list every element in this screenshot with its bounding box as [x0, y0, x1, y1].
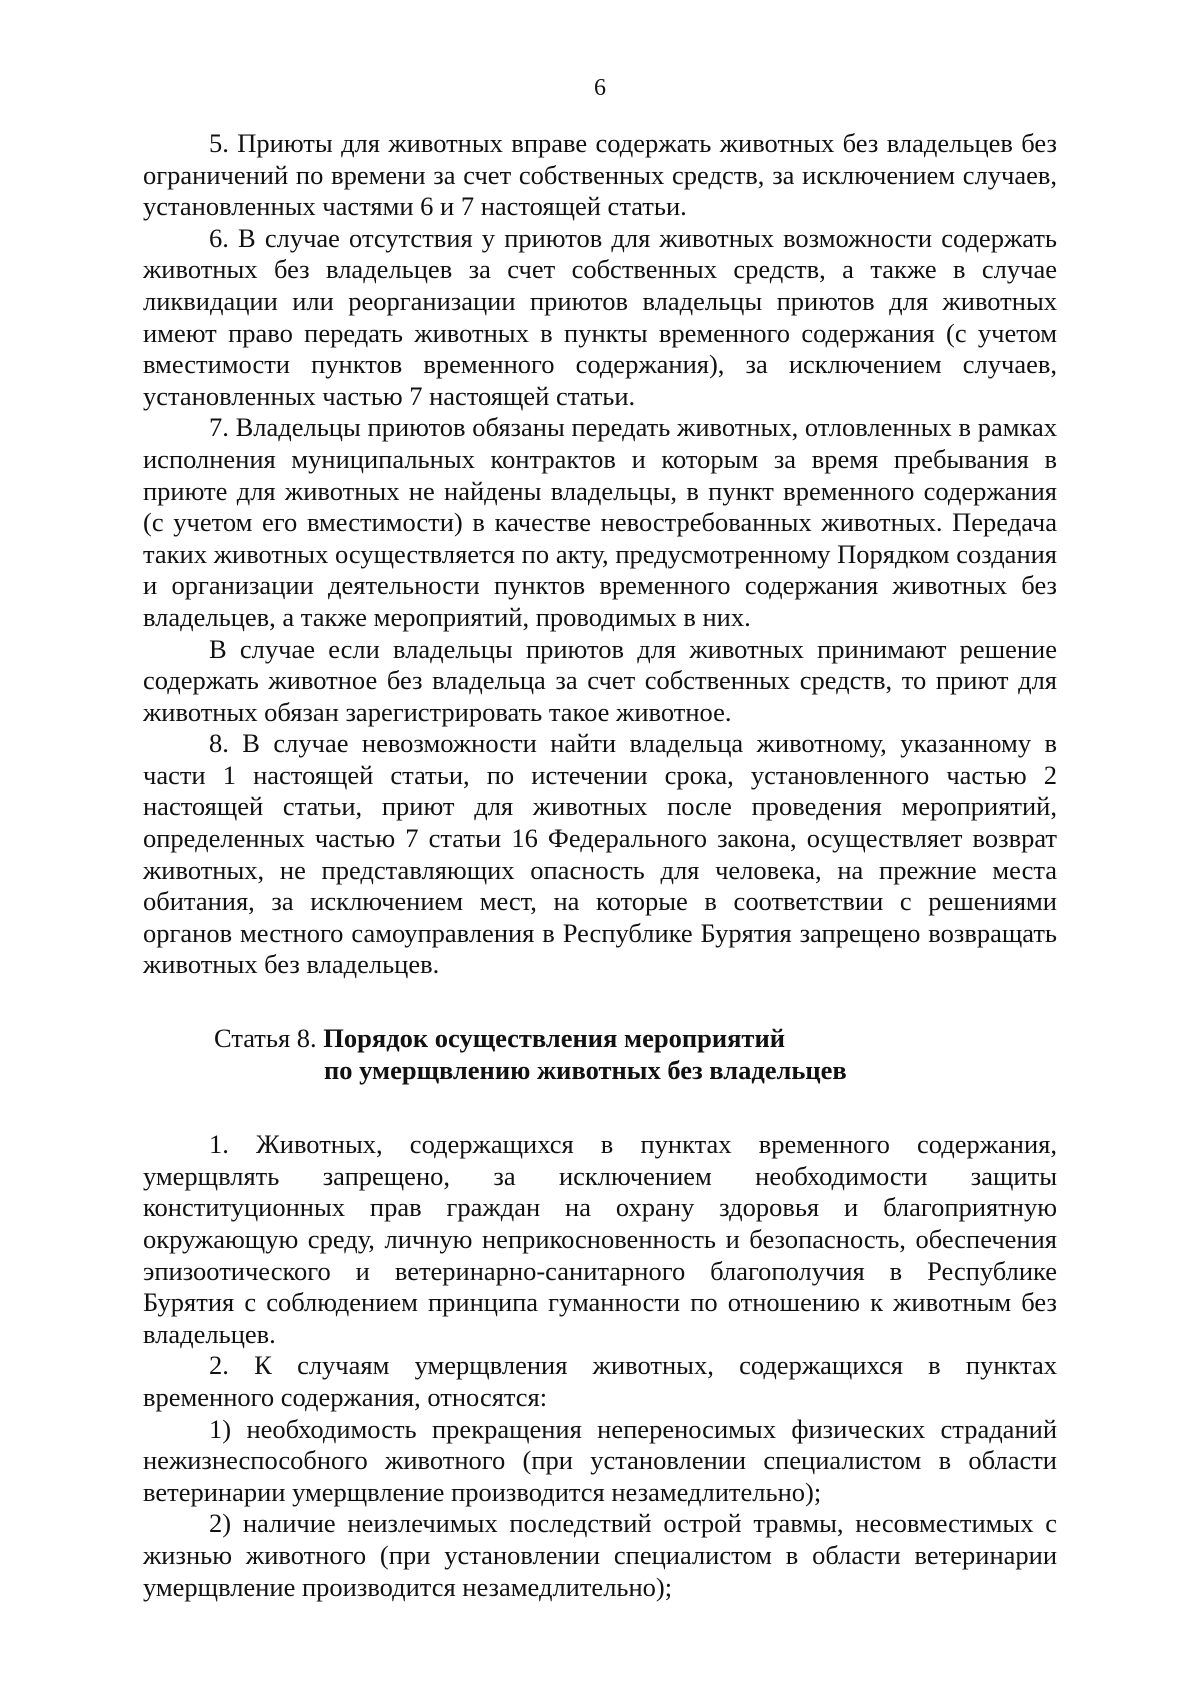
- article-8-subitem-2: 2) наличие неизлечимых последствий острой травмы, несовместимых с жизнью животного (при установлении специалистом в области ветеринарии умерщвление производится незамедлительно);: [143, 1508, 1057, 1602]
- paragraph-item-5: 5. Приюты для животных вправе содержать животных без владельцев без ограничений по времени за счет собственных средств, за исключением случаев, установленных частями 6 и 7 настоящей статьи.: [143, 128, 1057, 222]
- paragraph-item-7-continued: В случае если владельцы приютов для животных принимают решение содержать животное без владельца за счет собственных средств, то приют для животных обязан зарегистрировать такое животное.: [143, 633, 1057, 727]
- article-number: Статья 8.: [214, 1023, 324, 1054]
- paragraph-item-6: 6. В случае отсутствия у приютов для животных возможности содержать животных без владельцев за счет собственных средств, а также в случае ликвидации или реорганизации приютов владельцы приютов для животных имеют право передать животных в пункты временного содержания (с учетом вместимости пунктов временного содержания), за исключением случаев, установленных частью 7 настоящей статьи.: [143, 222, 1057, 411]
- article-8-paragraph-1: 1. Животных, содержащихся в пунктах временного содержания, умерщвлять запрещено, за исключением необходимости защиты конституционных прав граждан на охрану здоровья и благоприятную окружающую среду, личную неприкосновенность и безопасность, обеспечения эпизоотического и ветеринарно-санитарного благополучия в Республике Бурятия с соблюдением принципа гуманности по отношению к животным без владельцев.: [143, 1129, 1057, 1349]
- paragraph-item-7: 7. Владельцы приютов обязаны передать животных, отловленных в рамках исполнения муниципальных контрактов и которым за время пребывания в приюте для животных не найдены владельцы, в пункт временного содержания (с учетом его вместимости) в качестве невостребованных животных. Передача таких животных осуществляется по акту, предусмотренному Порядком создания и организации деятельности пунктов временного содержания животных без владельцев, а также мероприятий, проводимых в них.: [143, 412, 1057, 632]
- article-8-subitem-1: 1) необходимость прекращения непереносимых физических страданий нежизнеспособного животного (при установлении специалистом в области ветеринарии умерщвление производится незамедлительно);: [143, 1413, 1057, 1507]
- page-number: 6: [594, 75, 606, 101]
- article-title-part2: по умерщвлению животных без владельцев: [324, 1054, 847, 1085]
- article-title-part1: Порядок осуществления мероприятий: [323, 1023, 785, 1054]
- paragraph-item-8: 8. В случае невозможности найти владельца животному, указанному в части 1 настоящей статьи, по истечении срока, установленного частью 2 настоящей статьи, приют для животных после проведения мероприятий, определенных частью 7 статьи 16 Федерального закона, осуществляет возврат животных, не представляющих опасность для человека, на прежние места обитания, за исключением мест, на которые в соответствии с решениями органов местного самоуправления в Республике Бурятия запрещено возвращать животных без владельцев.: [143, 728, 1057, 980]
- article-8-paragraph-2: 2. К случаям умерщвления животных, содержащихся в пунктах временного содержания, относятся:: [143, 1350, 1057, 1412]
- article-heading: [143, 1023, 1057, 1086]
- document-body: [143, 128, 1057, 1603]
- article-heading-line1: [143, 1023, 1057, 1055]
